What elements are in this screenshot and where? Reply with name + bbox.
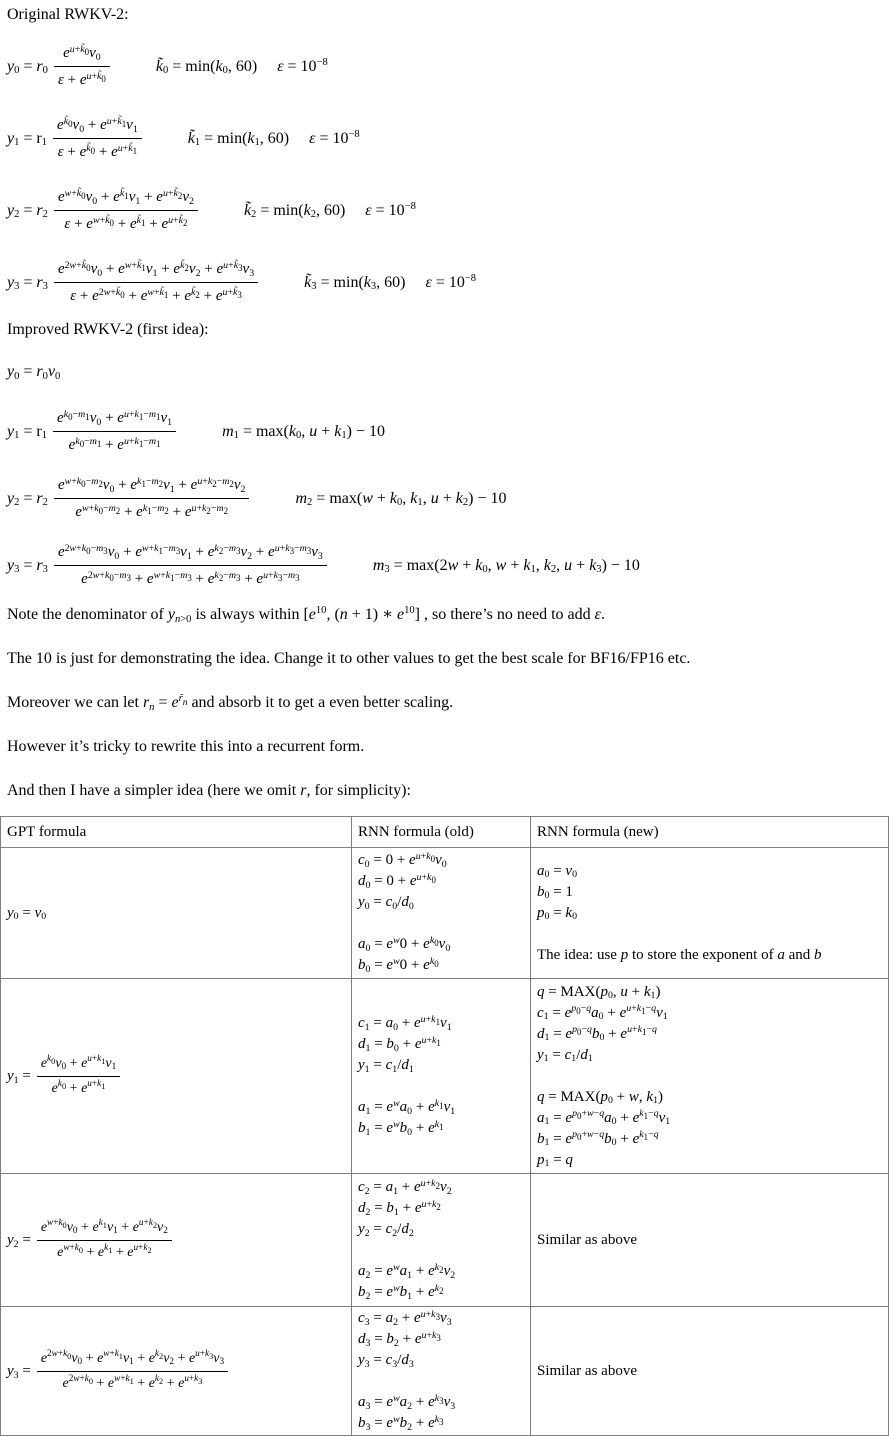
formula-lhs: $y_3 = r_3$: [7, 273, 48, 293]
fraction-denominator: $e^{k_0} + e^{u+k_1}$: [51, 1078, 106, 1096]
fraction-numerator: $e^{k_0}v_0 + e^{u+k_1}v_1$: [37, 1055, 120, 1077]
cell-old-y1: $c_1 = a_0 + e^{u+k_1}v_1$ $d_1 = b_0 + e^{u+k_1}$ $y_1 = c_1/d_1$ $a_1 = e^wa_0 + e^{k_1}v_1$ $b_1 = e^wb_0 + e^{k_1}$: [352, 979, 531, 1174]
fraction: [54, 43, 110, 90]
formula-y0-improved: $y_0 = r_0v_0$: [7, 363, 61, 382]
cell-formula: [7, 1350, 345, 1393]
formula-lhs: $y_3 = r_3$: [7, 556, 48, 576]
formula-y3-original: [7, 259, 888, 306]
side-condition: $m_3 = \max(2w + k_0$, $w + k_1$, $k_2$, $u + k_3) - 10$: [372, 556, 640, 576]
side-condition: $k̃_0 = \min(k_0$, 60) $\varepsilon = 10^{-8}$: [155, 56, 328, 77]
formula-lhs: $y_2 = r_2$: [7, 201, 48, 221]
note-denominator: Note the denominator of $y_{n>0}$ is always within [$e^{10}$, (n + 1) ∗ $e^{10}$] , so there’s no need to add ε.: [7, 605, 605, 625]
table-row-y2: [1, 1174, 889, 1307]
cell-new-y3: Similar as above: [531, 1307, 889, 1436]
fraction-denominator: $\varepsilon + e^{u+k̃_0}$: [57, 70, 106, 88]
fraction-numerator: $e^{2w+k_0}v_0 + e^{w+k_1}v_1 + e^{k_2}v_2 + e^{u+k_3}v_3$: [37, 1350, 228, 1372]
formula-y0-original: [7, 43, 888, 90]
cell-formula: [7, 1219, 345, 1262]
note-however: However it’s tricky to rewrite this into a recurrent form.: [7, 738, 365, 755]
formula-y3-improved: [7, 542, 888, 589]
cell-gpt-y0: $y_0 = v_0$: [1, 848, 352, 979]
fraction-denominator: $\varepsilon + e^{2w+k̃_0} + e^{w+k̃_1} + e^{k̃_2} + e^{u+k̃_3}$: [70, 286, 242, 304]
fraction-denominator: $\varepsilon + e^{w+k̃_0} + e^{k̃_1} + e^{u+k̃_2}$: [64, 214, 188, 232]
fraction-numerator: $e^{u+k̃_0}v_0$: [54, 43, 110, 67]
side-condition: $k̃_3 = \min(k_3$, 60) $\varepsilon = 10^{-8}$: [304, 272, 477, 293]
fraction: [37, 1055, 120, 1098]
formula-lhs: $y_2$ =: [7, 1232, 31, 1250]
fraction-denominator: $\varepsilon + e^{k̃_0} + e^{u+k̃_1}$: [57, 142, 138, 160]
fraction-denominator: $e^{k_0-m_1} + e^{u+k_1-m_1}$: [68, 435, 161, 453]
fraction-denominator: $e^{w+k_0-m_2} + e^{k_1-m_2} + e^{u+k_2-m_2}$: [75, 502, 229, 520]
formula-y1-original: [7, 115, 888, 162]
note-the-10: The 10 is just for demonstrating the idea. Change it to other values to get the best scale for BF16/FP16 etc.: [7, 650, 691, 667]
fraction-denominator: $e^{w+k_0} + e^{k_1} + e^{u+k_2}$: [57, 1242, 152, 1260]
cell-old-y3: $c_3 = a_2 + e^{u+k_3}v_3$ $d_3 = b_2 + e^{u+k_3}$ $y_3 = c_3/d_3$ $a_3 = e^wa_2 + e^{k_3}v_3$ $b_3 = e^wb_2 + e^{k_3}$: [352, 1307, 531, 1436]
formula-y1-improved: [7, 408, 888, 455]
formula-y2-improved: [7, 475, 888, 522]
cell-new-y1: $q = MAX(p_0$, $u + k_1$) $c_1 = e^{p_0-q}a_0 + e^{u+k_1-q}v_1$ $d_1 = e^{p_0-q}b_0 + e^{u+k_1-q}$ $y_1 = c_1/d_1$ $q = MAX(p_0 + w$, $k_1$) $a_1 = e^{p_0+w-q}a_0 + e^{k_1-q}v_1$ $b_1 = e^{p_0+w-q}b_0 + e^{k_1-q}$ $p_1 = q$: [531, 979, 889, 1174]
side-condition: $k̃_2 = \min(k_2$, 60) $\varepsilon = 10^{-8}$: [243, 200, 416, 221]
cell-gpt-y3: [1, 1307, 352, 1436]
table-header-rnn-old: RNN formula (old): [352, 817, 531, 848]
fraction: [53, 408, 176, 455]
fraction-denominator: $e^{2w+k_0-m_3} + e^{w+k_1-m_3} + e^{k_2-m_3} + e^{u+k_3-m_3}$: [81, 569, 300, 587]
fraction: [54, 475, 250, 522]
fraction: [54, 187, 198, 234]
formula-lhs: $y_3$ =: [7, 1363, 31, 1381]
fraction-numerator: $e^{w+k̃_0}v_0 + e^{k̃_1}v_1 + e^{u+k̃_2}v_2$: [54, 187, 198, 211]
note-moreover: Moreover we can let $r_n = e^{r̃_n}$ and absorb it to get a even better scaling.: [7, 693, 454, 713]
cell-old-y2: $c_2 = a_1 + e^{u+k_2}v_2$ $d_2 = b_1 + e^{u+k_2}$ $y_2 = c_2/d_2$ $a_2 = e^wa_1 + e^{k_2}v_2$ $b_2 = e^wb_1 + e^{k_2}$: [352, 1174, 531, 1307]
table-row-y3: [1, 1307, 889, 1436]
fraction-numerator: $e^{2w+k̃_0}v_0 + e^{w+k̃_1}v_1 + e^{k̃_2}v_2 + e^{u+k̃_3}v_3$: [54, 259, 258, 283]
fraction-numerator: $e^{k_0-m_1}v_0 + e^{u+k_1-m_1}v_1$: [53, 408, 176, 432]
comparison-table: [0, 816, 889, 1436]
table-row-y1: [1, 979, 889, 1174]
fraction-numerator: $e^{w+k_0-m_2}v_0 + e^{k_1-m_2}v_1 + e^{u+k_2-m_2}v_2$: [54, 475, 250, 499]
formula-lhs: $y_1 = r_1$: [7, 129, 48, 149]
fraction-numerator: $e^{2w+k_0-m_3}v_0 + e^{w+k_1-m_3}v_1 + e^{k_2-m_3}v_2 + e^{u+k_3-m_3}v_3$: [54, 542, 327, 566]
fraction: [53, 115, 142, 162]
fraction-numerator: $e^{w+k_0}v_0 + e^{k_1}v_1 + e^{u+k_2}v_2$: [37, 1219, 172, 1241]
cell-old-y0: $c_0 = 0 + e^{u+k_0}v_0$ $d_0 = 0 + e^{u+k_0}$ $y_0 = c_0/d_0$ $a_0 = e^w0 + e^{k_0}v_0$ $b_0 = e^w0 + e^{k_0}$: [352, 848, 531, 979]
fraction: [54, 542, 327, 589]
cell-new-y2: Similar as above: [531, 1174, 889, 1307]
formula-lhs: $y_2 = r_2$: [7, 489, 48, 509]
heading-original-rwkv2: Original RWKV-2:: [7, 6, 129, 23]
fraction: [54, 259, 258, 306]
table-header-gpt-formula: GPT formula: [1, 817, 352, 848]
heading-improved-rwkv2: Improved RWKV-2 (first idea):: [7, 321, 209, 338]
cell-gpt-y2: [1, 1174, 352, 1307]
cell-new-y0: $a_0 = v_0$ $b_0 = 1$ $p_0 = k_0$ The idea: use p to store the exponent of a and b: [531, 848, 889, 979]
formula-lhs: $y_1 = r_1$: [7, 422, 48, 442]
table-header-row: [1, 817, 889, 848]
side-condition: $k̃_1 = \min(k_1$, 60) $\varepsilon = 10^{-8}$: [187, 128, 360, 149]
formula-y2-original: [7, 187, 888, 234]
side-condition: $m_2 = \max(w + k_0$, $k_1$, $u + k_2) - 10$: [295, 489, 507, 509]
fraction: [37, 1219, 172, 1262]
fraction-numerator: $e^{k̃_0}v_0 + e^{u+k̃_1}v_1$: [53, 115, 142, 139]
formula-lhs: $y_0 = r_0$: [7, 57, 48, 77]
table-header-rnn-new: RNN formula (new): [531, 817, 889, 848]
note-simpler-idea: And then I have a simpler idea (here we omit r, for simplicity):: [7, 782, 411, 799]
formula-lhs: $y_1$ =: [7, 1068, 31, 1086]
side-condition: $m_1 = \max(k_0$, $u + k_1) - 10$: [222, 422, 386, 442]
cell-gpt-y1: [1, 979, 352, 1174]
fraction: [37, 1350, 228, 1393]
table-row-y0: [1, 848, 889, 979]
cell-formula: [7, 1055, 345, 1098]
fraction-denominator: $e^{2w+k_0} + e^{w+k_1} + e^{k_2} + e^{u+k_3}$: [62, 1373, 203, 1391]
